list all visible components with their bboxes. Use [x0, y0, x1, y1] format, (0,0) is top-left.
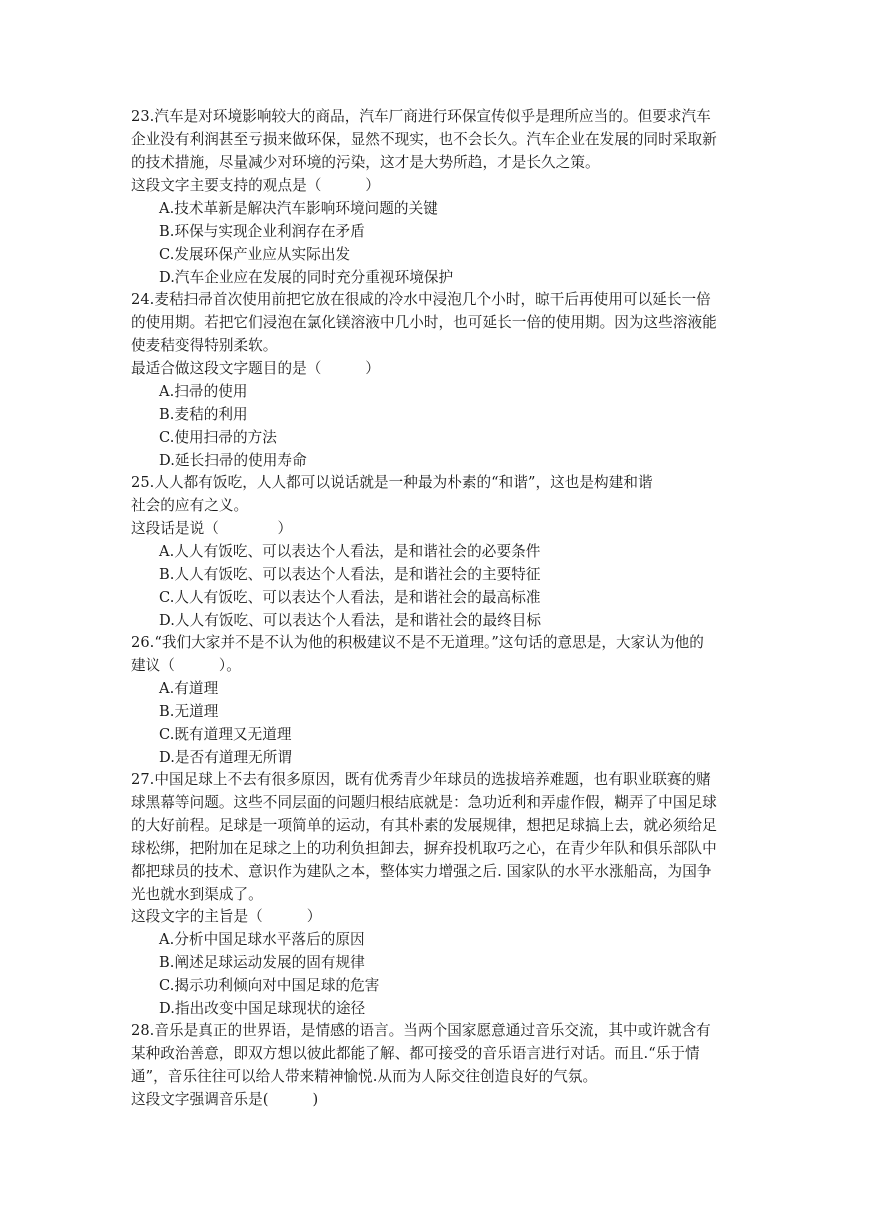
q23-prompt: 这段文字主要支持的观点是（ ）: [131, 177, 380, 194]
q27-option-d: D.指出改变中国足球现状的途径: [159, 1000, 366, 1017]
q28-passage-line-2: 某种政治善意，即双方想以彼此都能了解、都可接受的音乐语言进行对话。而且.“乐于情: [131, 1045, 700, 1062]
q24-passage-line-2: 的使用期。若把它们浸泡在氯化镁溶液中几小时，也可延长一倍的使用期。因为这些溶液能: [131, 314, 717, 331]
q27-passage-line-6: 光也就水到渠成了。: [131, 886, 263, 903]
q27-passage-line-5: 都把球员的技术、意识作为建队之本，整体实力增强之后. 国家队的水平水涨船高，为国争: [131, 863, 712, 880]
q27-option-c: C.揭示功利倾向对中国足球的危害: [159, 977, 380, 994]
q24-option-a: A.扫帚的使用: [159, 383, 248, 400]
q23-passage-line-3: 的技术措施，尽量减少对环境的污染，这才是大势所趋，才是长久之策。: [131, 154, 600, 171]
q26-option-b: B.无道理: [159, 703, 219, 720]
q23-passage-line-1: 23.汽车是对环境影响较大的商品，汽车厂商进行环保宣传似乎是理所应当的。但要求汽车: [131, 108, 711, 125]
q28-prompt: 这段文字强调音乐是( ): [131, 1091, 319, 1108]
q25-passage-line-1: 25.人人都有饭吃，人人都可以说话就是一种最为朴素的“和谐”，这也是构建和谐: [131, 474, 653, 491]
q26-passage-line-1: 26.“我们大家并不是不认为他的积极建议不是不无道理。”这句话的意思是，大家认为他的: [131, 634, 704, 651]
q26-option-c: C.既有道理又无道理: [159, 726, 292, 743]
q24-prompt: 最适合做这段文字题目的是（ ）: [131, 360, 380, 377]
q23-option-a: A.技术革新是解决汽车影响环境问题的关键: [159, 200, 438, 217]
q27-option-b: B.阐述足球运动发展的固有规律: [159, 954, 365, 971]
q27-passage-line-1: 27.中国足球上不去有很多原因，既有优秀青少年球员的选拔培养难题，也有职业联赛的赌: [131, 771, 711, 788]
q28-passage-line-3: 通”，音乐往往可以给人带来精神愉悦.从而为人际交往创造良好的气氛。: [131, 1068, 598, 1085]
q28-passage-line-1: 28.音乐是真正的世界语，是情感的语言。当两个国家愿意通过音乐交流，其中或许就含有: [131, 1022, 711, 1039]
q24-option-b: B.麦秸的利用: [159, 406, 248, 423]
q27-passage-line-4: 球松绑，把附加在足球之上的功利负担卸去，摒弃投机取巧之心，在青少年队和俱乐部队中: [131, 840, 717, 857]
q26-option-a: A.有道理: [159, 680, 219, 697]
q25-prompt: 这段话是说（ ）: [131, 520, 293, 537]
q27-passage-line-3: 的大好前程。足球是一项简单的运动，有其朴素的发展规律，想把足球搞上去，就必须给足: [131, 817, 717, 834]
q26-option-d: D.是否有道理无所谓: [159, 749, 293, 766]
q25-option-b: B.人人有饭吃、可以表达个人看法，是和谐社会的主要特征: [159, 566, 541, 583]
q24-passage-line-3: 使麦秸变得特别柔软。: [131, 337, 278, 354]
q23-option-b: B.环保与实现企业利润存在矛盾: [159, 223, 365, 240]
q25-passage-line-2: 社会的应有之义。: [131, 497, 249, 514]
q24-passage-line-1: 24.麦秸扫帚首次使用前把它放在很咸的冷水中浸泡几个小时，晾干后再使用可以延长一倍: [131, 291, 711, 308]
q25-option-d: D.人人有饭吃、可以表达个人看法，是和谐社会的最终目标: [159, 612, 542, 629]
q25-option-a: A.人人有饭吃、可以表达个人看法，是和谐社会的必要条件: [159, 543, 541, 560]
q24-option-c: C.使用扫帚的方法: [159, 429, 277, 446]
q25-option-c: C.人人有饭吃、可以表达个人看法，是和谐社会的最高标准: [159, 589, 541, 606]
q23-passage-line-2: 企业没有利润甚至亏损来做环保，显然不现实，也不会长久。汽车企业在发展的同时采取新: [131, 131, 717, 148]
q26-passage-line-2: 建议（ ）。: [131, 657, 241, 674]
q27-prompt: 这段文字的主旨是（ ）: [131, 908, 322, 925]
q27-option-a: A.分析中国足球水平落后的原因: [159, 931, 365, 948]
q23-option-c: C.发展环保产业应从实际出发: [159, 246, 351, 263]
q24-option-d: D.延长扫帚的使用寿命: [159, 452, 307, 469]
q27-passage-line-2: 球黑幕等问题。这些不同层面的问题归根结底就是：急功近利和弄虚作假，糊弄了中国足球: [131, 794, 717, 811]
q23-option-d: D.汽车企业应在发展的同时充分重视环境保护: [159, 269, 454, 286]
